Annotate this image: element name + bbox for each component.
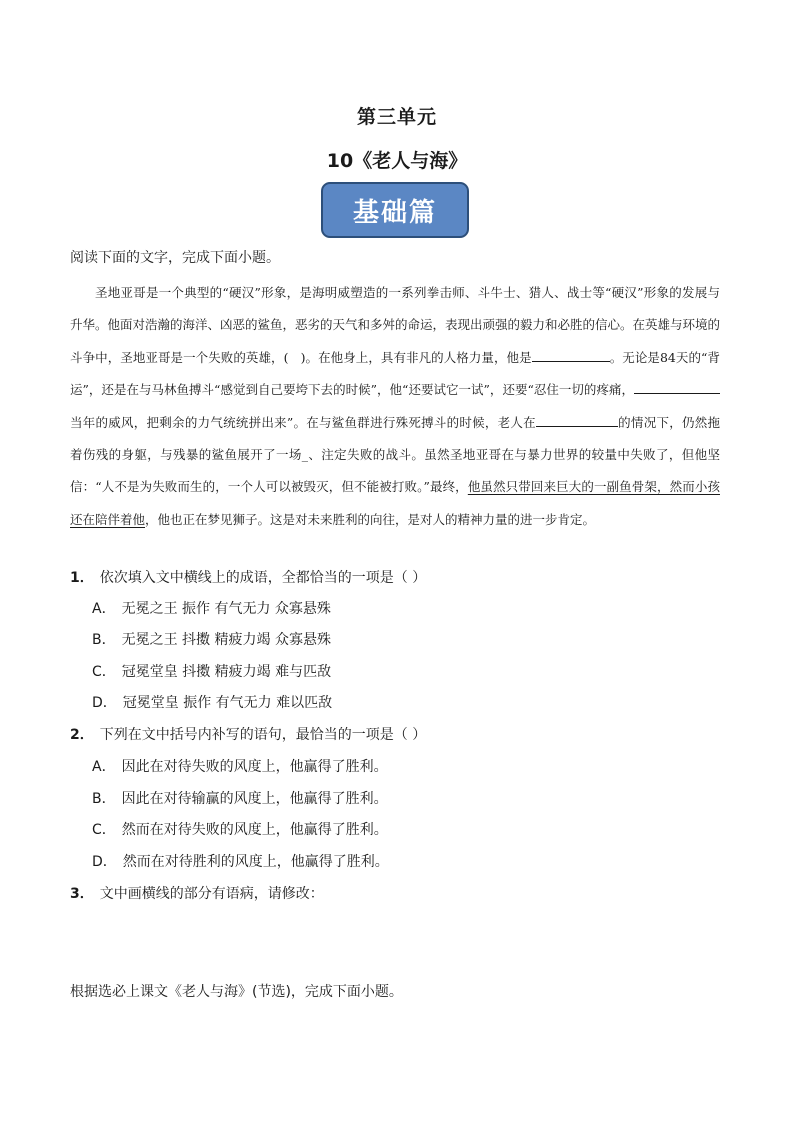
question-3	[70, 884, 324, 904]
passage-text: 的情况下，仍然拖着伤残的身躯，与残暴的鲨鱼展开了一场_、注定失败的战斗。虽然圣地亚哥在与暴力世界的较量中失败了，但他坚信：“人不是为失败而生的，一个人可以被毁灭，但不能被打败。”最终，	[70, 414, 720, 495]
question-2-option-d: D． 然而在对待胜利的风度上，他赢得了胜利。	[92, 854, 389, 870]
question-text: 下列在文中括号内补写的语句，最恰当的一项是（ ）	[99, 727, 427, 743]
question-1-option-d: D． 冠冕堂皇 振作 有气无力 难以匹敌	[92, 695, 333, 711]
question-1-option-a: A． 无冕之王 振作 有气无力 众寡悬殊	[92, 601, 331, 617]
reading-instruction: 阅读下面的文字，完成下面小题。	[70, 250, 280, 266]
question-number: 1．	[70, 570, 94, 586]
question-text: 文中画横线的部分有语病，请修改：	[99, 886, 324, 902]
question-1-option-c: C． 冠冕堂皇 抖擞 精疲力竭 难与匹敌	[92, 664, 332, 680]
passage-text: 圣地亚哥是一个典型的“硬汉”形象，是海明威塑造的一系列拳击师、斗牛士、猎人、战士等“硬汉”形象的发展与升华。他面对浩瀚的海洋、凶恶的鲨鱼，恶劣的天气和多舛的命运，表现出顽强的毅力和必胜的信心。在英雄与环境的斗争中，圣地亚哥是一个失败的英雄，(	[70, 285, 721, 365]
section-badge: 基础篇	[321, 182, 469, 238]
lesson-title: 10《老人与海》	[326, 150, 468, 172]
question-2	[70, 725, 426, 745]
question-number: 2．	[70, 727, 94, 743]
question-1-option-b: B． 无冕之王 抖擞 精疲力竭 众寡悬殊	[92, 632, 331, 648]
passage-text: 当年的威风，把剩余的力气统统拼出来”。在与鲨鱼群进行殊死搏斗的时候，老人在	[70, 414, 536, 430]
unit-title: 第三单元	[356, 106, 437, 128]
passage-text: 。无论是84天的“背运”，还是在与马林鱼搏斗“感觉到自己要垮下去的时候”，他“还要试它一试”，还要“忍住一切的疼痛，	[70, 349, 720, 398]
question-text: 依次填入文中横线上的成语，全都恰当的一项是（ ）	[99, 570, 427, 586]
next-section-instruction: 根据选必上课文《老人与海》(节选)，完成下面小题。	[70, 984, 403, 1000]
underlined-sentence: 他虽然只带回来巨大的一副鱼骨架，然而小孩还在陪伴着他	[70, 479, 720, 527]
question-2-option-c: C． 然而在对待失败的风度上，他赢得了胜利。	[92, 822, 388, 838]
question-number: 3．	[70, 886, 94, 902]
passage-text: ，他也正在梦见狮子。这是对未来胜利的向往，是对人的精神力量的进一步肯定。	[145, 511, 596, 527]
question-1	[70, 568, 426, 588]
question-2-option-a: A． 因此在对待失败的风度上，他赢得了胜利。	[92, 759, 388, 775]
passage-text: )。在他身上，具有非凡的人格力量，他是	[300, 349, 532, 365]
question-2-option-b: B． 因此在对待输赢的风度上，他赢得了胜利。	[92, 791, 388, 807]
fill-blank-3	[536, 412, 618, 427]
reading-passage	[70, 277, 720, 536]
fill-blank-2	[634, 379, 720, 394]
fill-blank-1	[532, 347, 610, 362]
